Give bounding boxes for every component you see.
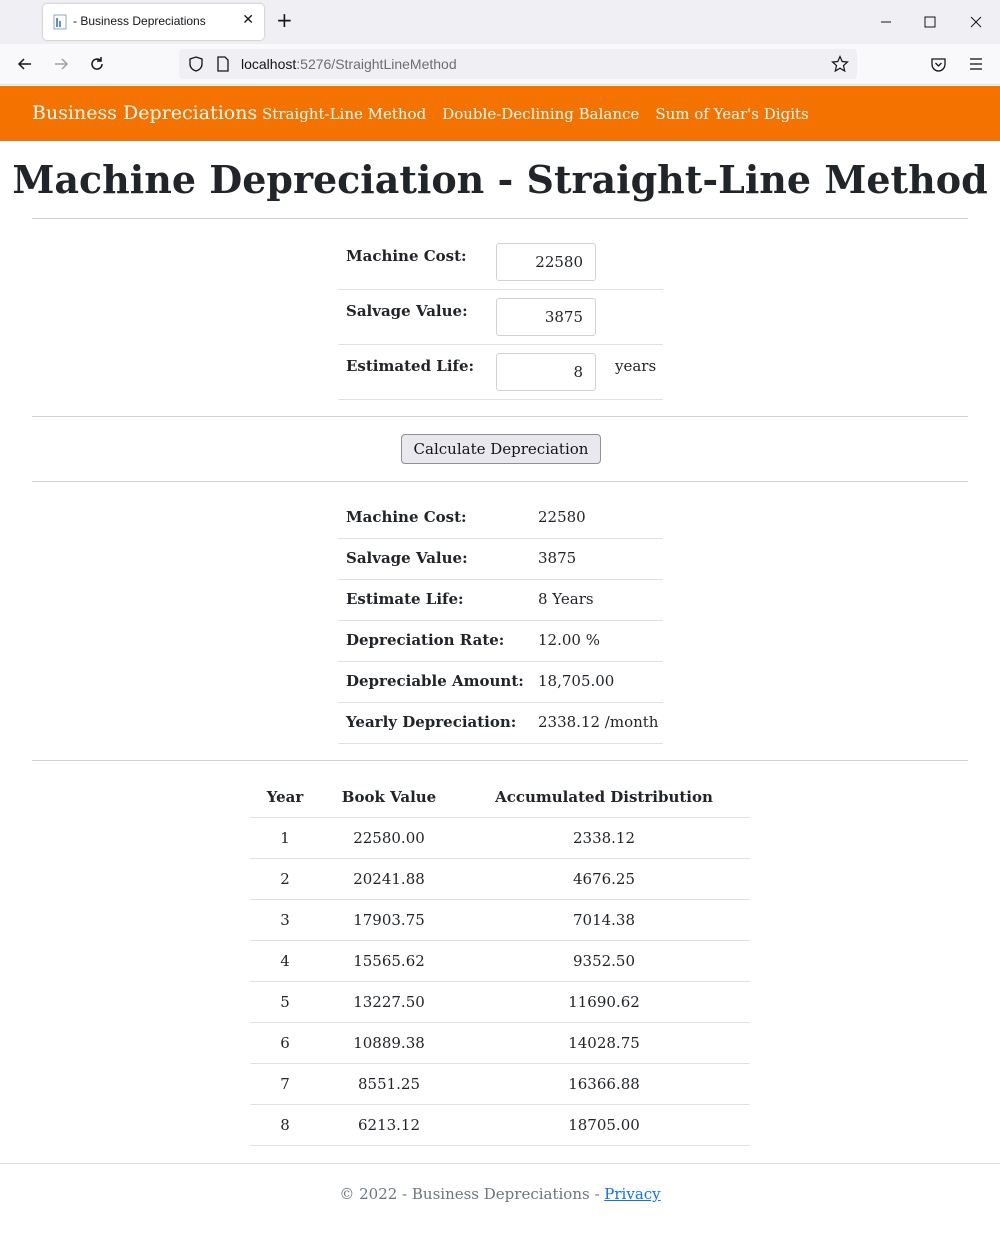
table-row [250, 900, 750, 941]
form-row-machine-cost [338, 235, 663, 290]
table-row [250, 859, 750, 900]
cell-year: 3 [280, 911, 290, 929]
machine-cost-input[interactable] [496, 243, 596, 281]
reload-icon[interactable] [88, 55, 106, 73]
estimated-life-input[interactable] [496, 353, 596, 391]
salvage-value-input[interactable] [496, 298, 596, 336]
cell-year: 2 [280, 870, 290, 888]
new-tab-icon[interactable]: + [276, 8, 293, 32]
cell-year: 6 [280, 1034, 290, 1052]
table-row [250, 818, 750, 859]
cell-book-value: 20241.88 [353, 870, 425, 888]
result-row [338, 662, 663, 703]
forward-arrow-icon[interactable] [52, 55, 70, 73]
result-value: 22580 [538, 508, 586, 526]
nav-straight-line[interactable]: Straight-Line Method [262, 105, 427, 123]
cell-year: 8 [280, 1116, 290, 1134]
nav-links [262, 105, 809, 123]
result-value: 12.00 % [538, 631, 600, 649]
salvage-value-label: Salvage Value: [346, 302, 468, 320]
calculate-depreciation-button[interactable]: Calculate Depreciation [401, 434, 601, 464]
estimated-life-label: Estimated Life: [346, 357, 475, 375]
page-favicon-icon [53, 14, 67, 30]
footer [0, 1185, 1000, 1203]
input-form [338, 235, 663, 400]
cell-accumulated: 18705.00 [568, 1116, 640, 1134]
cell-accumulated: 9352.50 [572, 952, 636, 970]
result-row [338, 498, 663, 539]
pocket-icon[interactable] [930, 56, 947, 73]
result-value: 2338.12 /month [538, 713, 659, 731]
cell-book-value: 22580.00 [353, 829, 425, 847]
tab-title: - Business Depreciations [73, 14, 206, 28]
table-row [250, 1064, 750, 1105]
divider [32, 416, 968, 417]
privacy-link[interactable]: Privacy [604, 1185, 661, 1203]
cell-book-value: 10889.38 [353, 1034, 425, 1052]
page-title: Machine Depreciation - Straight-Line Method [12, 157, 988, 202]
cell-book-value: 13227.50 [353, 993, 425, 1011]
divider [32, 760, 968, 761]
header-book-value: Book Value [341, 788, 437, 806]
nav-double-declining[interactable]: Double-Declining Balance [442, 105, 640, 123]
result-row [338, 703, 663, 744]
cell-year: 7 [280, 1075, 290, 1093]
bookmark-star-icon[interactable] [831, 55, 849, 73]
browser-toolbar [0, 44, 1000, 85]
url-text [241, 56, 457, 72]
divider [32, 218, 968, 219]
form-row-salvage-value [338, 290, 663, 345]
url-host: localhost [241, 56, 297, 72]
table-row [250, 982, 750, 1023]
results-table [338, 498, 663, 744]
form-row-estimated-life [338, 345, 663, 400]
cell-year: 5 [280, 993, 290, 1011]
nav-sum-of-years[interactable]: Sum of Year's Digits [655, 105, 809, 123]
footer-divider [0, 1163, 1000, 1164]
result-row [338, 621, 663, 662]
table-row [250, 941, 750, 982]
window-maximize-icon[interactable] [920, 12, 940, 32]
cell-book-value: 15565.62 [353, 952, 425, 970]
cell-year: 4 [280, 952, 290, 970]
footer-text: © 2022 - Business Depreciations - [339, 1185, 605, 1203]
table-row [250, 1105, 750, 1146]
tracking-shield-icon[interactable] [188, 56, 204, 72]
result-label: Yearly Depreciation: [346, 713, 517, 731]
address-bar[interactable] [179, 49, 857, 79]
result-row [338, 580, 663, 621]
site-navbar [0, 86, 1000, 141]
result-value: 3875 [538, 549, 577, 567]
window-close-icon[interactable] [966, 12, 986, 32]
machine-cost-label: Machine Cost: [346, 247, 467, 265]
window-minimize-icon[interactable] [876, 12, 896, 32]
cell-accumulated: 14028.75 [568, 1034, 640, 1052]
result-label: Depreciable Amount: [346, 672, 524, 690]
cell-accumulated: 2338.12 [572, 829, 636, 847]
divider [32, 481, 968, 482]
cell-accumulated: 7014.38 [572, 911, 636, 929]
table-header-row [250, 777, 750, 818]
tab-close-icon[interactable]: ✕ [242, 12, 254, 28]
menu-icon[interactable] [968, 56, 984, 72]
depreciation-schedule-table [250, 777, 750, 1146]
result-value: 8 Years [538, 590, 594, 608]
url-path: :5276/StraightLineMethod [296, 56, 457, 72]
cell-accumulated: 11690.62 [568, 993, 640, 1011]
cell-accumulated: 4676.25 [572, 870, 636, 888]
cell-year: 1 [280, 829, 290, 847]
estimated-life-unit: years [615, 357, 657, 375]
table-row [250, 1023, 750, 1064]
cell-book-value: 6213.12 [357, 1116, 421, 1134]
header-year: Year [266, 788, 304, 806]
browser-tab[interactable] [43, 4, 264, 40]
cell-book-value: 17903.75 [353, 911, 425, 929]
result-value: 18,705.00 [538, 672, 615, 690]
cell-accumulated: 16366.88 [568, 1075, 640, 1093]
browser-tab-bar [0, 0, 1000, 44]
result-label: Depreciation Rate: [346, 631, 505, 649]
cell-book-value: 8551.25 [357, 1075, 421, 1093]
brand-link[interactable]: Business Depreciations [32, 102, 258, 124]
result-label: Salvage Value: [346, 549, 468, 567]
result-row [338, 539, 663, 580]
page-info-icon[interactable] [216, 56, 230, 72]
back-arrow-icon[interactable] [16, 55, 34, 73]
header-accumulated: Accumulated Distribution [495, 788, 713, 806]
result-label: Estimate Life: [346, 590, 464, 608]
result-label: Machine Cost: [346, 508, 467, 526]
